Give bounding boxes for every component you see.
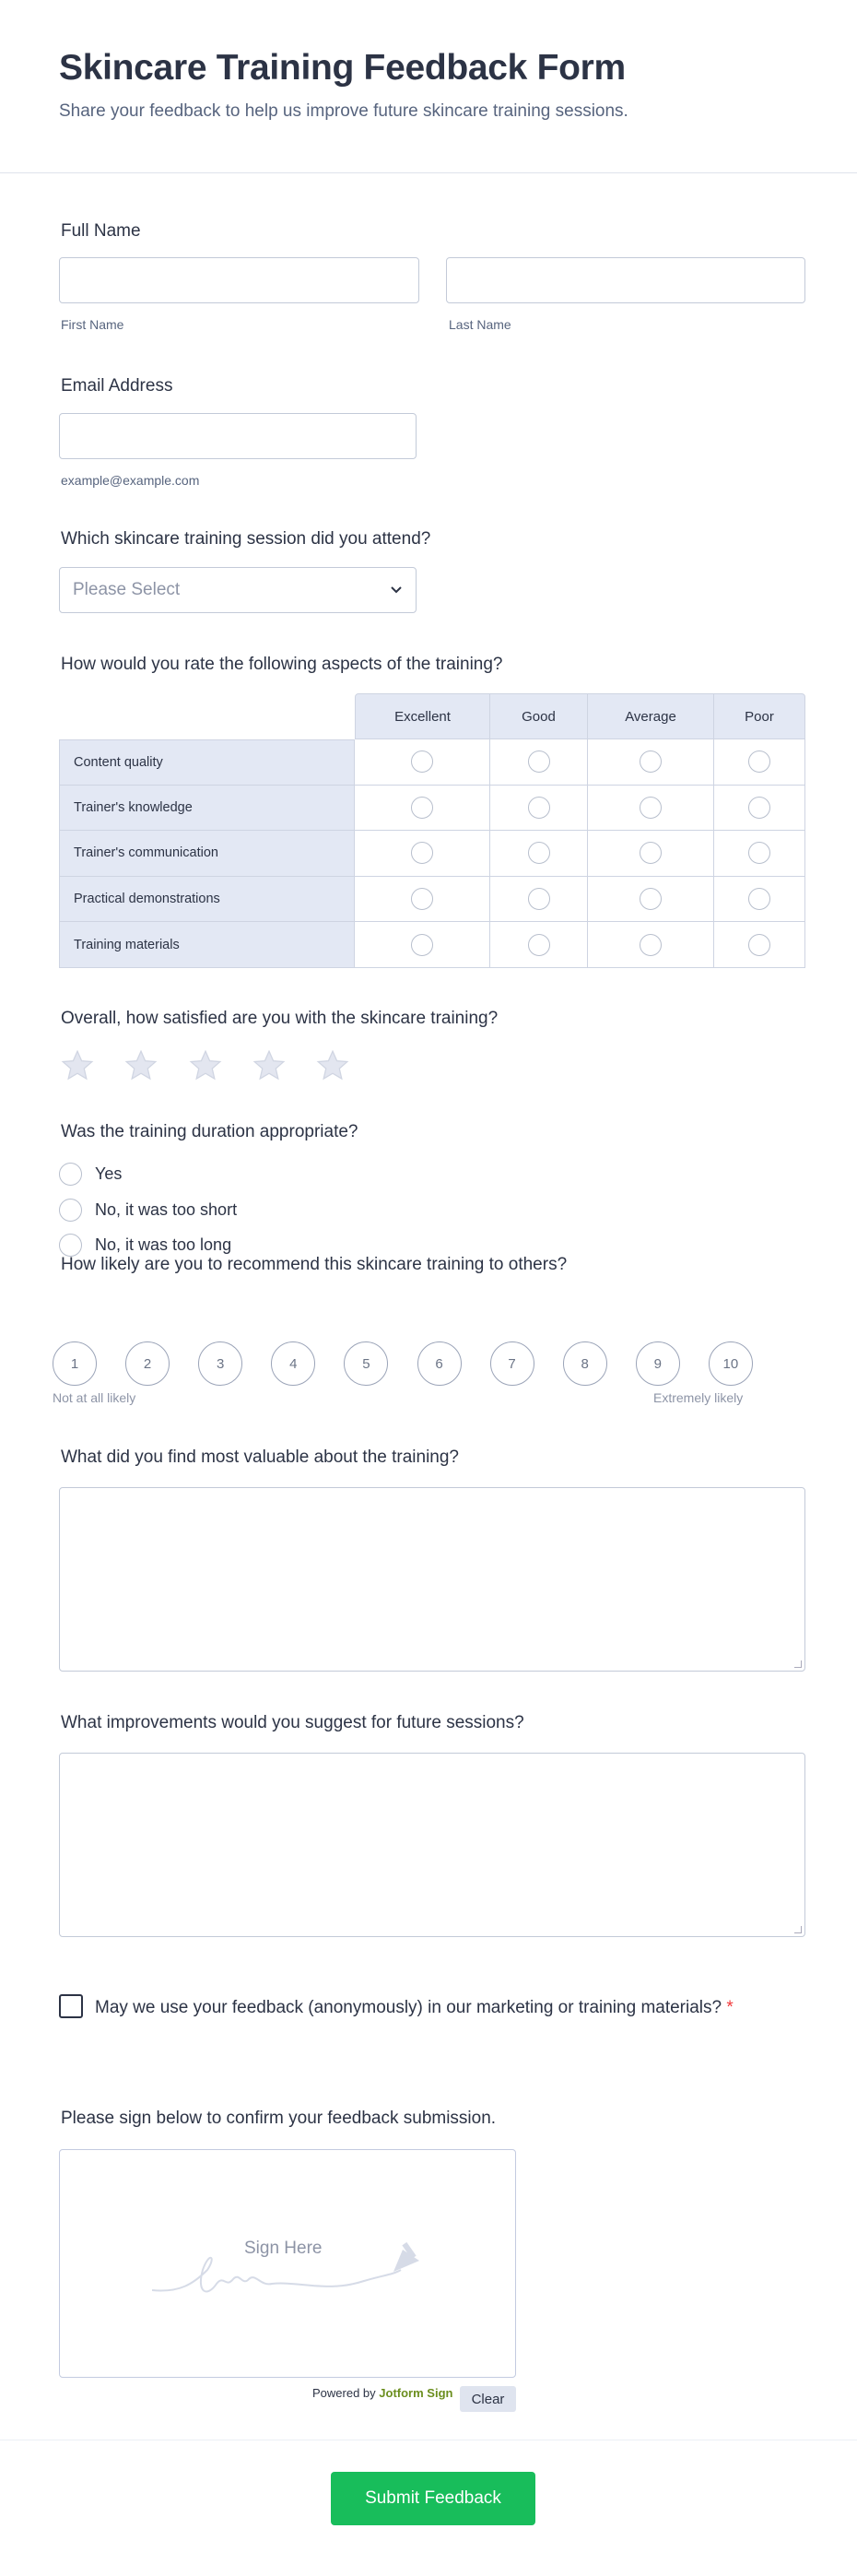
session-select[interactable] (59, 567, 417, 613)
page-title: Skincare Training Feedback Form (59, 48, 626, 88)
matrix-cell (588, 922, 714, 968)
matrix-label: How would you rate the following aspects of the training? (61, 655, 503, 674)
scale-high-label: Extremely likely (653, 1390, 744, 1405)
duration-label: Was the training duration appropriate? (61, 1122, 358, 1141)
matrix-radio[interactable] (748, 934, 770, 956)
chevron-down-icon (390, 585, 403, 595)
matrix-column-header: Poor (714, 693, 805, 739)
header-divider (0, 172, 857, 173)
duration-option[interactable] (59, 1163, 122, 1186)
matrix-radio[interactable] (640, 750, 662, 773)
scale-option-10[interactable]: 10 (709, 1341, 753, 1386)
email-label: Email Address (61, 376, 173, 396)
powered-by-text: Powered by (312, 2386, 376, 2400)
improvements-textarea[interactable] (59, 1753, 805, 1937)
duration-radio[interactable] (59, 1199, 82, 1222)
scale-option-1[interactable]: 1 (53, 1341, 97, 1386)
duration-option-label: No, it was too short (95, 1199, 238, 1219)
matrix-cell (355, 922, 490, 968)
consent-text: May we use your feedback (anonymously) in our marketing or training materials? (95, 1998, 722, 2017)
matrix-cell (714, 922, 805, 968)
full-name-label: Full Name (61, 221, 141, 241)
submit-button[interactable]: Submit Feedback (331, 2472, 535, 2525)
matrix-radio[interactable] (411, 750, 433, 773)
matrix-cell (588, 739, 714, 786)
matrix-radio[interactable] (528, 888, 550, 910)
last-name-sublabel: Last Name (449, 317, 511, 332)
scale-option-7[interactable]: 7 (490, 1341, 534, 1386)
scale-option-9[interactable]: 9 (636, 1341, 680, 1386)
matrix-radio[interactable] (748, 888, 770, 910)
matrix-row-label: Trainer's communication (59, 831, 355, 877)
signature-label: Please sign below to confirm your feedback submission. (61, 2109, 497, 2128)
matrix-radio[interactable] (640, 934, 662, 956)
clear-signature-button[interactable]: Clear (460, 2386, 516, 2412)
scale-option-5[interactable]: 5 (344, 1341, 388, 1386)
sign-here-placeholder: Sign Here (244, 2239, 323, 2258)
matrix-cell (490, 922, 588, 968)
consent-label (59, 1993, 759, 2022)
last-name-input[interactable] (446, 257, 805, 303)
matrix-row (59, 739, 805, 786)
matrix-row (59, 922, 805, 968)
scale-option-2[interactable]: 2 (125, 1341, 170, 1386)
matrix-row (59, 786, 805, 832)
valuable-textarea[interactable] (59, 1487, 805, 1672)
email-sublabel: example@example.com (61, 473, 200, 488)
matrix-radio[interactable] (640, 888, 662, 910)
scale-option-6[interactable]: 6 (417, 1341, 462, 1386)
powered-by (312, 2386, 452, 2400)
matrix-row (59, 877, 805, 923)
matrix-radio[interactable] (411, 797, 433, 819)
rating-matrix (59, 693, 805, 968)
matrix-radio[interactable] (528, 934, 550, 956)
star-rating-icon[interactable] (123, 1048, 158, 1083)
star-rating-icon[interactable] (188, 1048, 223, 1083)
star-rating-icon[interactable] (315, 1048, 350, 1083)
matrix-cell (490, 831, 588, 877)
matrix-column-header: Average (588, 693, 714, 739)
scale-low-label: Not at all likely (53, 1390, 136, 1405)
scale-option-4[interactable]: 4 (271, 1341, 315, 1386)
session-placeholder: Please Select (73, 580, 181, 599)
duration-radio[interactable] (59, 1234, 82, 1257)
matrix-row (59, 831, 805, 877)
matrix-cell (355, 786, 490, 832)
matrix-radio[interactable] (528, 842, 550, 864)
matrix-radio[interactable] (748, 797, 770, 819)
matrix-radio[interactable] (748, 750, 770, 773)
matrix-radio[interactable] (528, 797, 550, 819)
improvements-label: What improvements would you suggest for future sessions? (61, 1713, 524, 1732)
recommend-label: How likely are you to recommend this skincare training to others? (61, 1255, 568, 1274)
matrix-row-label: Training materials (59, 922, 355, 968)
matrix-cell (714, 739, 805, 786)
scale-option-8[interactable]: 8 (563, 1341, 607, 1386)
matrix-radio[interactable] (411, 888, 433, 910)
scale-option-3[interactable]: 3 (198, 1341, 242, 1386)
email-input[interactable] (59, 413, 417, 459)
matrix-row-label: Content quality (59, 739, 355, 786)
matrix-cell (714, 831, 805, 877)
valuable-label: What did you find most valuable about the training? (61, 1448, 459, 1467)
matrix-radio[interactable] (411, 934, 433, 956)
matrix-cell (355, 739, 490, 786)
duration-option[interactable] (59, 1199, 237, 1222)
matrix-radio[interactable] (528, 750, 550, 773)
matrix-row-label: Practical demonstrations (59, 877, 355, 923)
matrix-radio[interactable] (748, 842, 770, 864)
matrix-column-header: Excellent (355, 693, 490, 739)
matrix-radio[interactable] (640, 842, 662, 864)
matrix-cell (588, 877, 714, 923)
required-asterisk: * (726, 1998, 734, 2017)
matrix-row-label: Trainer's knowledge (59, 786, 355, 832)
matrix-radio[interactable] (640, 797, 662, 819)
duration-radio[interactable] (59, 1163, 82, 1186)
matrix-corner (59, 693, 355, 739)
session-label: Which skincare training session did you attend? (61, 529, 431, 549)
matrix-cell (714, 786, 805, 832)
signature-pad[interactable] (59, 2149, 516, 2378)
matrix-cell (355, 831, 490, 877)
matrix-cell (490, 739, 588, 786)
matrix-cell (490, 877, 588, 923)
matrix-cell (490, 786, 588, 832)
star-rating-icon[interactable] (252, 1048, 287, 1083)
matrix-cell (714, 877, 805, 923)
page-subtitle: Share your feedback to help us improve future skincare training sessions. (59, 101, 628, 121)
star-rating-icon[interactable] (60, 1048, 95, 1083)
matrix-radio[interactable] (411, 842, 433, 864)
first-name-sublabel: First Name (61, 317, 124, 332)
duration-option-label: Yes (95, 1164, 123, 1183)
jotform-sign-logo: Jotform Sign (379, 2386, 453, 2400)
first-name-input[interactable] (59, 257, 419, 303)
satisfaction-label: Overall, how satisfied are you with the skincare training? (61, 1009, 499, 1028)
matrix-column-header: Good (490, 693, 588, 739)
matrix-cell (588, 831, 714, 877)
duration-option[interactable] (59, 1234, 231, 1257)
duration-option-label: No, it was too long (95, 1235, 232, 1254)
matrix-cell (355, 877, 490, 923)
matrix-cell (588, 786, 714, 832)
